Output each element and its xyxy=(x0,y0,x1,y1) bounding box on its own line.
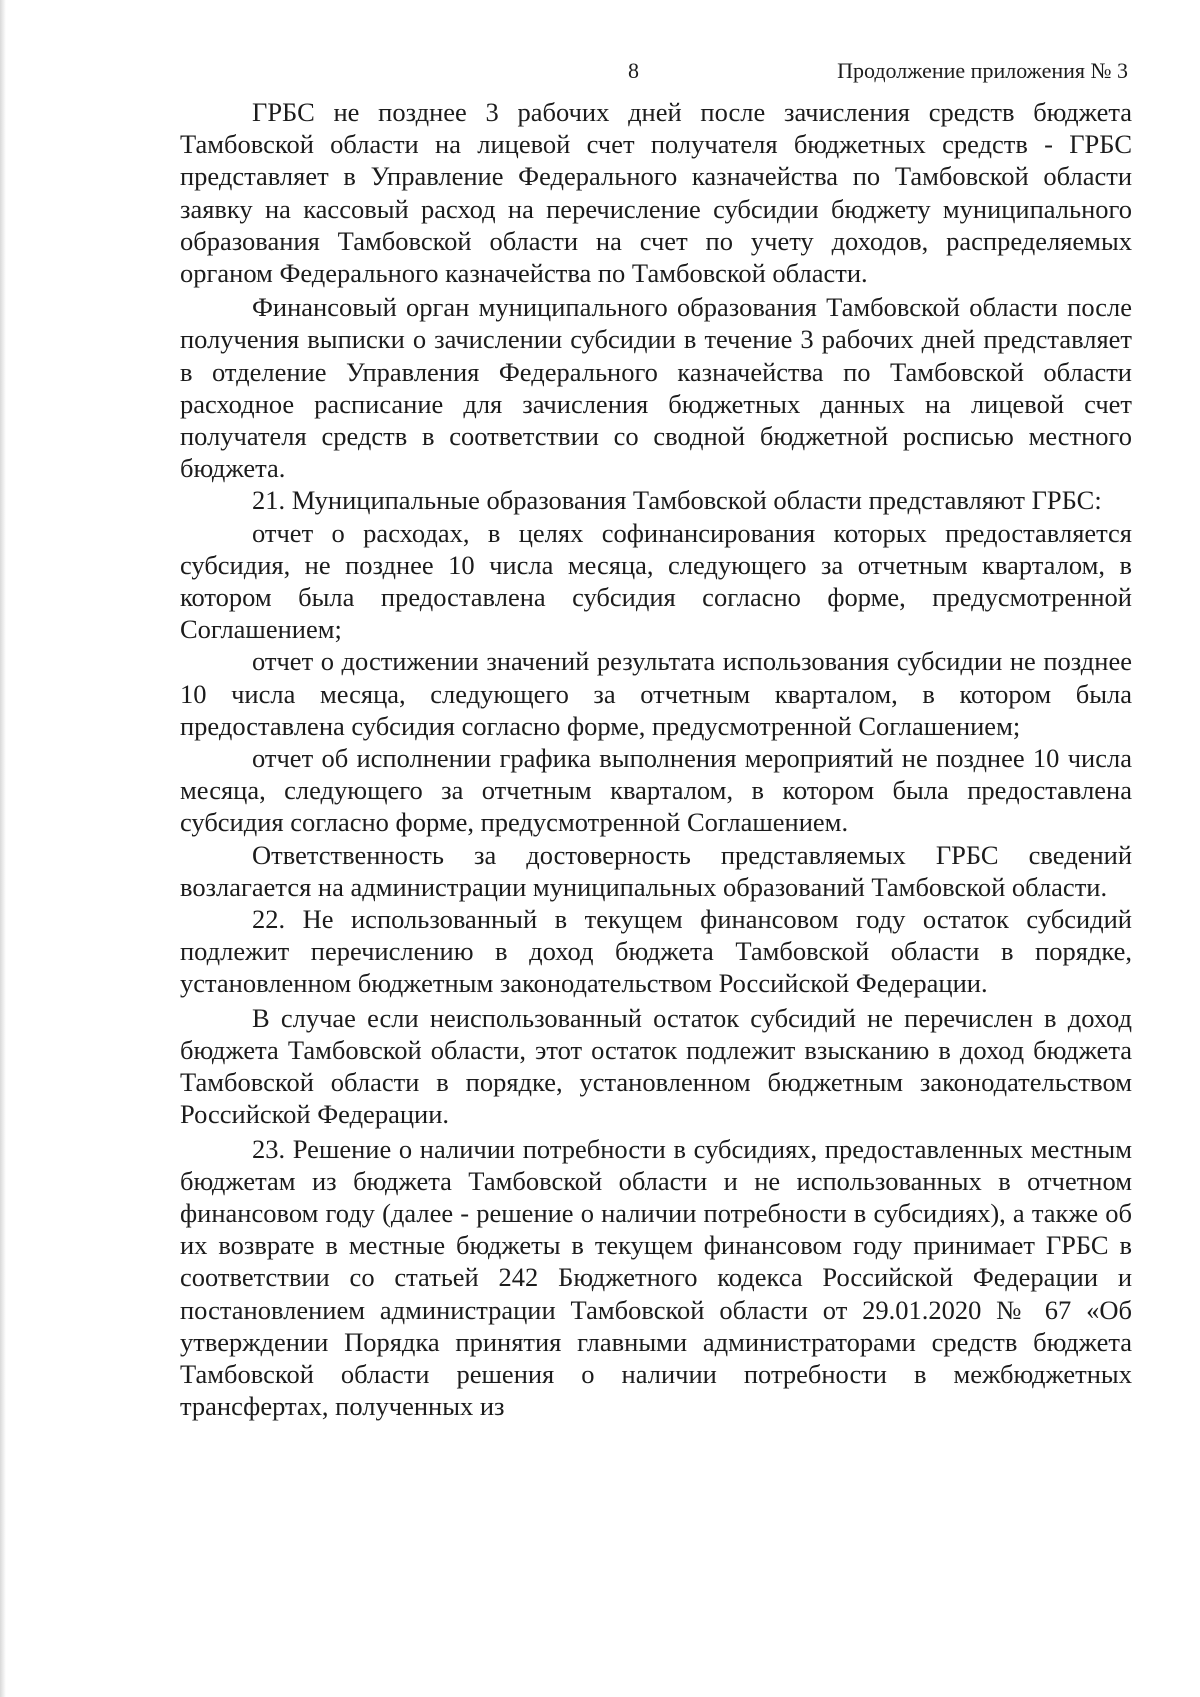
paragraph-clause-22: 22. Не использованный в текущем финансовом году остаток субсидий подлежит перечислению в доход бюджета Тамбовской области в порядке, установленном бюджетным законодательством Российской Федерации. xyxy=(180,904,1132,999)
paragraph-grbs-request: ГРБС не позднее 3 рабочих дней после зачисления средств бюджета Тамбовской области на лицевой счет получателя бюджетных средств - ГРБС представляет в Управление Федерального казначейства по Тамбовской области заявку на кассовый расход на перечисление субсидии бюджету муниципального образования Тамбовской области на счет по учету доходов, распределяемых органом Федерального казначейства по Тамбовской области. xyxy=(180,97,1132,289)
paragraph-financial-body: Финансовый орган муниципального образования Тамбовской области после получения выписки о зачислении субсидии в течение 3 рабочих дней представляет в отделение Управления Федерального казначейства по Тамбовской области расходное расписание для зачисления бюджетных данных на лицевой счет получателя средств в соответствии со сводной бюджетной росписью местного бюджета. xyxy=(180,292,1132,484)
paragraph-responsibility: Ответственность за достоверность представляемых ГРБС сведений возлагается на администрации муниципальных образований Тамбовской области. xyxy=(180,839,1132,902)
appendix-continuation-label: Продолжение приложения № 3 xyxy=(837,58,1128,83)
paragraph-expense-report: отчет о расходах, в целях софинансирования которых предоставляется субсидия, не позднее 10 числа месяца, следующего за отчетным кварталом, в котором была предоставлена субсидия согласно форме, предусмотренной Соглашением; xyxy=(180,517,1132,645)
document-body xyxy=(180,96,1132,1422)
paragraph-recovery: В случае если неиспользованный остаток субсидий не перечислен в доход бюджета Тамбовской области, этот остаток подлежит взысканию в доход бюджета Тамбовской области в порядке, установленном бюджетным законодательством Российской Федерации. xyxy=(180,1002,1132,1130)
paragraph-result-report: отчет о достижении значений результата использования субсидии не позднее 10 числа месяца, следующего за отчетным кварталом, в котором была предоставлена субсидия согласно форме, предусмотренной Соглашением; xyxy=(180,646,1132,741)
paragraph-schedule-report: отчет об исполнении графика выполнения мероприятий не позднее 10 числа месяца, следующего за отчетным кварталом, в котором была предоставлена субсидия согласно форме, предусмотренной Соглашением. xyxy=(180,743,1132,838)
scan-edge-shadow xyxy=(0,0,6,1697)
page-number: 8 xyxy=(628,58,639,83)
paragraph-clause-21: 21. Муниципальные образования Тамбовской области представляют ГРБС: xyxy=(252,485,1102,516)
page-header xyxy=(180,58,1130,90)
paragraph-clause-23: 23. Решение о наличии потребности в субсидиях, предоставленных местным бюджетам из бюджета Тамбовской области и не использованных в отчетном финансовом году (далее - решение о наличии потребности в субсидиях), а также об их возврате в местные бюджеты в текущем финансовом году принимает ГРБС в соответствии со статьей 242 Бюджетного кодекса Российской Федерации и постановлением администрации Тамбовской области от 29.01.2020 № 67 «Об утверждении Порядка принятия главными администраторами средств бюджета Тамбовской области решения о наличии потребности в межбюджетных трансфертах, полученных из xyxy=(180,1133,1132,1422)
